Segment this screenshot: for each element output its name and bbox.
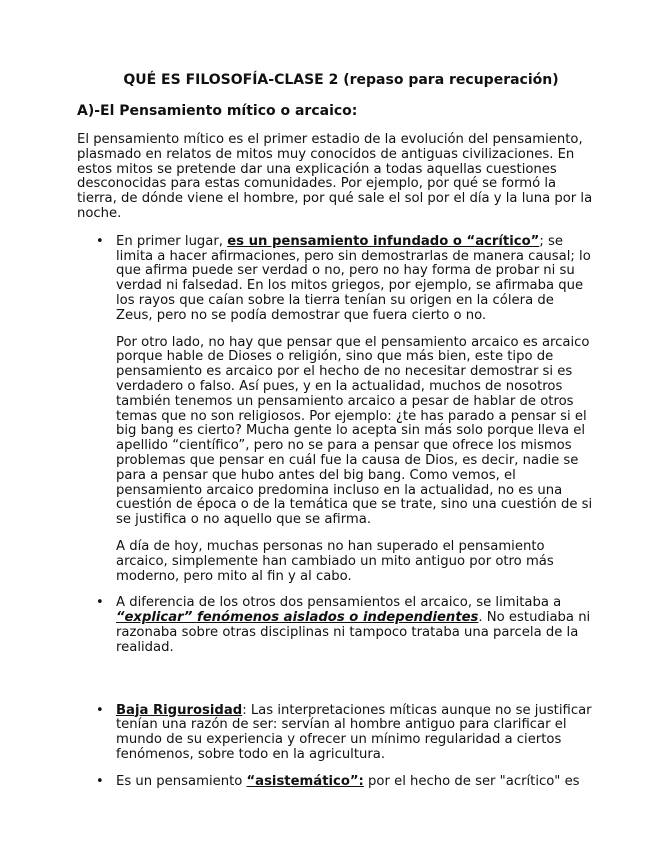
bullet-text: por el hecho de ser "acrítico" es bbox=[363, 773, 580, 789]
bullet-icon: • bbox=[96, 233, 104, 249]
bullet-icon: • bbox=[96, 595, 104, 611]
list-item bbox=[77, 704, 593, 763]
bullet-paragraph bbox=[116, 704, 593, 763]
bullet-emphasis: es un pensamiento infundado o “acrítico” bbox=[227, 233, 540, 249]
bullet-paragraph bbox=[116, 596, 593, 655]
bullet-text: A diferencia de los otros dos pensamientos el arcaico, se limitaba a bbox=[116, 595, 562, 611]
bullet-list bbox=[77, 235, 593, 656]
bullet-paragraph bbox=[116, 235, 593, 324]
bullet-text: ; se limita a hacer afirmaciones, pero sin demostrarlas de manera causal; lo que afirma puede ser verdad o no, pero no hay forma de probar ni su verdad ni falsedad. En los mitos griegos, por ejemplo, se afirmaba que los rayos que caían sobre la tierra tenían su origen en la cólera de Zeus, pero no se podía demostrar que fuera cierto o no. bbox=[116, 233, 591, 323]
bullet-text: : Las interpretaciones míticas aunque no se justificar tenían una razón de ser: servían al hombre antiguo para clarificar el mundo de su experiencia y ofrecer un mínimo regularidad a ciertos fenómenos, sobre todo en la agricultura. bbox=[116, 702, 592, 762]
bullet-text: Es un pensamiento bbox=[116, 773, 247, 789]
section-heading: A)-El Pensamiento mítico o arcaico: bbox=[77, 103, 358, 119]
bullet-paragraph: Por otro lado, no hay que pensar que el pensamiento arcaico es arcaico porque hable de Dioses o religión, sino que más bien, este tipo de pensamiento es arcaico por el hecho de no necesitar demostrar si es verdadero o falso. Así pues, y en la actualidad, muchos de nosotros también tenemos un pensamiento arcaico a pesar de hablar de otros temas que no son religiosos. Por ejemplo: ¿te has parado a pensar si el big bang es cierto? Mucha gente lo acepta sin más solo porque lleva el apellido “científico”, pero no se para a pensar que ofrece los mismos problemas que pensar en cuál fue la causa de Dios, es decir, nadie se para a pensar que hubo antes del big bang. Como vemos, el pensamiento arcaico predomina incluso en la actualidad, no es una cuestión de época o de la temática que se trate, sino una cuestión de si se justifica o no aquello que se afirma. bbox=[116, 334, 593, 528]
bullet-icon: • bbox=[96, 702, 104, 718]
document-title: QUÉ ES FILOSOFÍA-CLASE 2 (repaso para recuperación) bbox=[123, 72, 559, 88]
intro-paragraph: El pensamiento mítico es el primer estadio de la evolución del pensamiento, plasmado en relatos de mitos muy conocidos de antiguas civilizaciones. En estos mitos se pretende dar una explicación a todas aquellas cuestiones desconocidas para estas comunidades. Por ejemplo, por qué se formó la tierra, de dónde viene el hombre, por qué sale el sol por el día y la luna por la noche. bbox=[77, 132, 593, 221]
bullet-paragraph bbox=[116, 775, 593, 790]
spacer bbox=[77, 668, 593, 704]
bullet-text: En primer lugar, bbox=[116, 233, 228, 249]
bullet-text: . No estudiaba ni razonaba sobre otras disciplinas ni tampoco trataba una parcela de la realidad. bbox=[116, 610, 591, 655]
list-item bbox=[77, 596, 593, 655]
bullet-paragraph: A día de hoy, muchas personas no han superado el pensamiento arcaico, simplemente han cambiado un mito antiguo por otro más moderno, pero mito al fin y al cabo. bbox=[116, 538, 554, 584]
bullet-emphasis: “explicar” fenómenos aislados o independientes bbox=[116, 610, 479, 626]
bullet-emphasis: Baja Rigurosidad bbox=[116, 702, 243, 718]
list-item bbox=[77, 775, 593, 790]
list-item bbox=[77, 235, 593, 585]
bullet-emphasis: “asistemático”: bbox=[246, 773, 364, 789]
bullet-icon: • bbox=[96, 773, 104, 789]
bullet-list bbox=[77, 704, 593, 790]
